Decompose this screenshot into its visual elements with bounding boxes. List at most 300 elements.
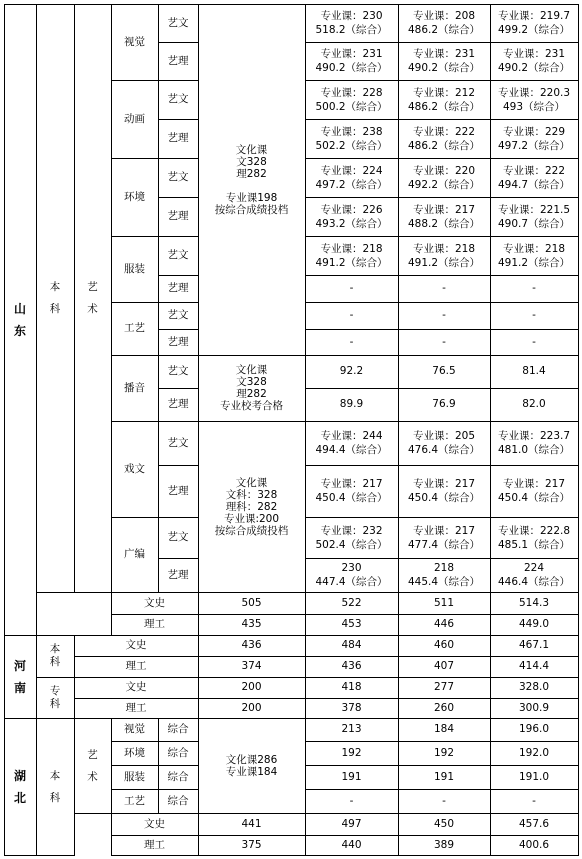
hubei-wenshi-score-1: 497: [341, 817, 362, 830]
grid-line: [305, 236, 399, 237]
grid-line: [305, 592, 399, 593]
grid-line: [158, 517, 199, 518]
grid-line: [158, 119, 199, 120]
grid-line: [398, 302, 491, 303]
grid-line: [158, 355, 199, 356]
hubei-subtype-fuzhuang: 综合: [167, 770, 189, 783]
grid-line: [398, 42, 491, 43]
grid-line: [490, 558, 491, 593]
grid-line: [74, 4, 112, 5]
grid-line: [398, 813, 399, 836]
henan-benke-ligong-label: 理工: [125, 660, 147, 672]
hubei-fuzhuang-score-3: 191.0: [518, 770, 550, 783]
shandong-wenshi-control: 505: [241, 596, 262, 609]
grid-line: [74, 813, 112, 814]
score-boyin-yiwen-1: 92.2: [339, 365, 364, 377]
grid-line: [305, 80, 399, 81]
grid-line: [198, 855, 306, 856]
score-xiwen-yili-2: 专业课：217 450.4（综合）: [407, 478, 481, 504]
grid-line: [198, 635, 199, 657]
hubei-gongyi-score-1: -: [349, 794, 354, 807]
grid-line: [398, 656, 399, 678]
grid-line: [578, 302, 579, 330]
grid-line: [74, 635, 75, 657]
grid-line: [36, 592, 75, 593]
grid-line: [490, 558, 579, 559]
shandong-ligong-control: 435: [241, 618, 262, 630]
grid-line: [198, 718, 199, 814]
score-boyin-yiwen-3: 81.4: [522, 365, 546, 377]
score-xiwen-yili-3: 专业课：217 450.4（综合）: [497, 478, 571, 504]
grid-line: [111, 835, 199, 836]
grid-line: [74, 635, 199, 636]
grid-line: [398, 465, 491, 466]
grid-line: [305, 635, 306, 657]
grid-line: [578, 558, 579, 593]
grid-line: [111, 789, 112, 814]
grid-line: [305, 421, 306, 593]
hubei-major-shijue: 视觉: [124, 723, 145, 735]
henan-benke-ligong-control: 374: [241, 660, 262, 672]
grid-line: [111, 592, 112, 615]
grid-line: [398, 614, 399, 636]
grid-line: [398, 388, 399, 422]
grid-line: [158, 765, 199, 766]
grid-line: [398, 119, 399, 159]
grid-line: [578, 656, 579, 678]
shandong-wenshi-label: 文史: [144, 596, 165, 609]
score-shijue-yili-3: 专业课：231 490.2（综合）: [497, 48, 571, 74]
grid-line: [398, 614, 491, 615]
grid-line: [490, 741, 491, 766]
grid-line: [398, 275, 399, 303]
grid-line: [36, 677, 75, 678]
score-huanjing-yiwen-1: 专业课：224 497.2（综合）: [315, 164, 388, 191]
hubei-subtype-huanjing: 综合: [167, 746, 189, 759]
grid-line: [490, 4, 579, 5]
grid-line: [398, 741, 491, 742]
grid-line: [198, 813, 199, 836]
score-gongyi-yili-2: -: [442, 335, 446, 348]
score-donghua-yili-3: 专业课：229 497.2（综合）: [497, 125, 571, 152]
score-fuzhuang-yiwen-3: 专业课：218 491.2（综合）: [497, 242, 571, 269]
grid-line: [36, 677, 37, 719]
grid-line: [111, 855, 199, 856]
grid-line: [305, 388, 399, 389]
grid-line: [158, 158, 159, 198]
score-fuzhuang-yili-2: -: [442, 282, 446, 294]
grid-line: [158, 741, 159, 766]
grid-line: [111, 80, 112, 159]
grid-line: [398, 677, 399, 699]
henan-zhuanke-ligong-control: 200: [241, 701, 262, 714]
grid-line: [158, 275, 159, 303]
grid-line: [305, 677, 399, 678]
grid-line: [490, 197, 579, 198]
grid-line: [111, 355, 159, 356]
grid-line: [111, 158, 159, 159]
grid-line: [578, 42, 579, 81]
grid-line: [398, 698, 491, 699]
grid-line: [398, 656, 491, 657]
grid-line: [398, 236, 491, 237]
grid-line: [158, 355, 159, 389]
grid-line: [398, 80, 491, 81]
grid-line: [158, 789, 199, 790]
grid-line: [305, 698, 306, 719]
subtype-xiwen-yili: 艺理: [167, 484, 189, 497]
grid-line: [490, 80, 491, 120]
grid-line: [490, 388, 491, 422]
score-huanjing-yili-3: 专业课：221.5 490.7（综合）: [497, 203, 571, 230]
grid-line: [398, 835, 491, 836]
hubei-ligong-score-1: 440: [341, 838, 362, 851]
province-hubei: 湖 北: [13, 768, 26, 805]
henan-zhuanke-ligong-label: 理工: [125, 701, 147, 714]
grid-line: [398, 158, 491, 159]
grid-line: [398, 302, 399, 330]
grid-line: [111, 789, 159, 790]
grid-line: [158, 789, 159, 814]
grid-line: [398, 197, 491, 198]
grid-line: [490, 592, 579, 593]
grid-line: [4, 635, 5, 719]
grid-line: [158, 42, 199, 43]
subtype-boyin-yili: 艺理: [167, 398, 189, 410]
subtype-gongyi-yiwen: 艺文: [167, 309, 189, 321]
grid-line: [398, 835, 399, 856]
grid-line: [305, 355, 306, 422]
grid-line: [158, 197, 199, 198]
major-donghua: 动画: [124, 112, 145, 125]
score-fuzhuang-yiwen-1: 专业课：218 491.2（综合）: [315, 242, 388, 269]
grid-line: [398, 421, 399, 466]
grid-line: [158, 197, 159, 237]
grid-line: [4, 4, 37, 5]
grid-line: [578, 197, 579, 237]
grid-line: [111, 4, 112, 81]
subtype-shijue-yili: 艺理: [167, 54, 189, 67]
subtype-shijue-yiwen: 艺文: [167, 16, 189, 29]
province-shandong: 山 东: [13, 301, 26, 338]
grid-line: [305, 197, 399, 198]
henan-benke-ligong-score-1: 436: [341, 660, 362, 672]
grid-line: [305, 421, 399, 422]
grid-line: [74, 698, 199, 699]
hubei-shijue-score-2: 184: [433, 723, 455, 735]
henan-benke-wenshi-control: 436: [241, 639, 262, 651]
grid-line: [111, 80, 159, 81]
grid-line: [111, 158, 112, 237]
grid-line: [158, 158, 199, 159]
shandong-wenshi-score-2: 511: [433, 596, 455, 609]
hubei-shijue-score-1: 213: [341, 723, 362, 735]
grid-line: [158, 4, 199, 5]
grid-line: [490, 698, 579, 699]
grid-line: [398, 741, 399, 766]
hubei-wenshi-label: 文史: [144, 817, 165, 830]
subtype-fuzhuang-yili: 艺理: [167, 282, 189, 294]
grid-line: [158, 80, 159, 120]
grid-line: [158, 718, 199, 719]
grid-line: [198, 614, 306, 615]
grid-line: [158, 236, 199, 237]
grid-line: [305, 656, 399, 657]
grid-line: [398, 677, 491, 678]
grid-line: [158, 236, 159, 276]
major-gongyi: 工艺: [124, 322, 145, 334]
grid-line: [578, 835, 579, 856]
henan-zhuanke-wenshi-score-1: 418: [341, 681, 362, 693]
grid-line: [578, 789, 579, 814]
grid-line: [398, 42, 399, 81]
grid-line: [490, 741, 579, 742]
grid-line: [578, 355, 579, 389]
grid-line: [398, 718, 491, 719]
grid-line: [398, 558, 399, 593]
hubei-major-fuzhuang: 服装: [124, 770, 145, 783]
grid-line: [305, 835, 399, 836]
grid-line: [158, 119, 159, 159]
score-gongyi-yiwen-2: -: [442, 309, 446, 321]
grid-line: [111, 813, 112, 836]
category-yishu-shandong: 艺 术: [87, 281, 98, 315]
score-donghua-yiwen-1: 专业课：228 500.2（综合）: [315, 86, 388, 113]
grid-line: [198, 592, 306, 593]
subtype-boyin-yiwen: 艺文: [167, 365, 189, 377]
grid-line: [490, 80, 579, 81]
hubei-ligong-label: 理工: [144, 838, 165, 851]
grid-line: [198, 698, 306, 699]
grid-line: [398, 80, 399, 120]
grid-line: [490, 835, 491, 856]
grid-line: [398, 635, 399, 657]
grid-line: [490, 698, 491, 719]
major-xiwen: 戏文: [124, 462, 145, 475]
shandong-ligong-score-2: 446: [433, 618, 455, 630]
score-shijue-yiwen-3: 专业课：219.7 499.2（综合）: [497, 10, 571, 36]
grid-line: [198, 421, 199, 593]
grid-line: [158, 558, 199, 559]
grid-line: [578, 614, 579, 636]
grid-line: [158, 718, 159, 742]
score-gongyi-yili-3: -: [532, 335, 536, 348]
subtype-donghua-yili: 艺理: [167, 132, 189, 144]
grid-line: [4, 4, 5, 636]
grid-line: [490, 656, 579, 657]
hubei-huanjing-score-3: 192.0: [518, 746, 550, 759]
grid-line: [111, 421, 159, 422]
grid-line: [490, 302, 491, 330]
hubei-subtype-shijue: 综合: [167, 723, 189, 735]
grid-line: [490, 592, 491, 615]
score-shijue-yili-2: 专业课：231 490.2（综合）: [407, 48, 481, 74]
grid-line: [578, 80, 579, 120]
grid-line: [398, 158, 399, 198]
grid-line: [398, 329, 491, 330]
grid-line: [398, 355, 399, 389]
score-xiwen-yiwen-2: 专业课：205 476.4（综合）: [407, 430, 481, 456]
grid-line: [305, 4, 306, 356]
grid-line: [305, 614, 306, 636]
grid-line: [305, 592, 306, 615]
grid-line: [578, 275, 579, 303]
grid-line: [490, 789, 491, 814]
grid-line: [158, 302, 199, 303]
grid-line: [490, 614, 491, 636]
major-shijue: 视觉: [124, 35, 145, 48]
hubei-gongyi-score-2: -: [442, 794, 446, 807]
grid-line: [490, 465, 579, 466]
grid-line: [158, 517, 159, 559]
grid-line: [305, 517, 399, 518]
score-shijue-yili-1: 专业课：231 490.2（综合）: [315, 48, 388, 74]
grid-line: [305, 718, 399, 719]
grid-line: [490, 236, 491, 276]
grid-line: [74, 4, 75, 593]
grid-line: [198, 355, 199, 422]
grid-line: [490, 119, 579, 120]
level-benke-hubei: 本 科: [49, 769, 61, 804]
hubei-shijue-score-3: 196.0: [518, 723, 550, 735]
hubei-wenshi-control: 441: [241, 817, 262, 830]
henan-zhuanke-wenshi-control: 200: [241, 681, 262, 693]
grid-line: [74, 656, 199, 657]
grid-line: [398, 635, 491, 636]
grid-line: [36, 4, 37, 593]
grid-line: [490, 275, 579, 276]
grid-line: [490, 677, 491, 699]
grid-line: [4, 718, 37, 719]
grid-line: [305, 558, 399, 559]
major-boyin: 播音: [124, 381, 145, 394]
henan-zhuanke-ligong-score-3: 300.9: [518, 701, 550, 714]
grid-line: [490, 718, 491, 742]
grid-line: [111, 4, 159, 5]
grid-line: [305, 698, 399, 699]
grid-line: [578, 421, 579, 466]
grid-line: [398, 718, 399, 742]
score-donghua-yiwen-3: 专业课：220.3 493（综合）: [497, 86, 571, 113]
grid-line: [158, 421, 199, 422]
grid-line: [305, 765, 399, 766]
grid-line: [158, 4, 159, 43]
score-guangbian-yiwen-3: 专业课：222.8 485.1（综合）: [497, 524, 571, 551]
grid-line: [111, 718, 112, 742]
grid-line: [111, 765, 112, 790]
hubei-major-gongyi: 工艺: [124, 794, 145, 807]
grid-line: [578, 813, 579, 836]
grid-line: [398, 765, 491, 766]
grid-line: [111, 355, 112, 422]
grid-line: [398, 4, 491, 5]
shandong-ligong-score-1: 453: [341, 618, 362, 630]
hubei-huanjing-score-2: 192: [433, 746, 455, 759]
grid-line: [111, 614, 112, 636]
grid-line: [490, 656, 491, 678]
grid-line: [158, 80, 199, 81]
major-guangbian: 广编: [124, 548, 145, 560]
control-line-hubei-art: 文化课286 专业课184: [225, 753, 278, 778]
grid-line: [111, 765, 159, 766]
grid-line: [198, 4, 306, 5]
grid-line: [74, 718, 75, 814]
grid-line: [398, 197, 399, 237]
grid-line: [398, 275, 491, 276]
major-fuzhuang: 服装: [124, 262, 145, 275]
henan-benke-wenshi-score-2: 460: [433, 639, 455, 651]
grid-line: [578, 741, 579, 766]
grid-line: [158, 388, 159, 422]
score-boyin-yiwen-2: 76.5: [432, 365, 456, 377]
grid-line: [305, 355, 399, 356]
score-gongyi-yili-1: -: [349, 335, 354, 348]
grid-line: [578, 4, 579, 43]
grid-line: [305, 119, 399, 120]
grid-line: [305, 465, 399, 466]
shandong-ligong-label: 理工: [144, 618, 165, 630]
shandong-ligong-score-3: 449.0: [518, 618, 550, 630]
grid-line: [490, 517, 579, 518]
score-guangbian-yiwen-1: 专业课：232 502.4（综合）: [315, 524, 388, 551]
grid-line: [490, 4, 491, 43]
grid-line: [198, 656, 199, 678]
henan-benke-wenshi-label: 文史: [125, 639, 147, 651]
subtype-gongyi-yili: 艺理: [167, 335, 189, 348]
hubei-major-huanjing: 环境: [124, 746, 145, 759]
grid-line: [305, 158, 399, 159]
grid-line: [111, 614, 199, 615]
grid-line: [305, 302, 399, 303]
grid-line: [111, 302, 112, 356]
grid-line: [305, 635, 399, 636]
grid-line: [198, 355, 306, 356]
grid-line: [490, 355, 491, 389]
control-line-art-group2: 文化课 文科：328 理科：282 专业课:200 按综合成绩投档: [214, 476, 289, 537]
grid-line: [578, 388, 579, 422]
grid-line: [578, 119, 579, 159]
grid-line: [111, 718, 159, 719]
hubei-ligong-score-3: 400.6: [518, 838, 550, 851]
grid-line: [578, 517, 579, 559]
score-xiwen-yiwen-3: 专业课：223.7 481.0（综合）: [497, 430, 571, 456]
grid-line: [490, 421, 491, 466]
grid-line: [111, 517, 159, 518]
grid-line: [198, 677, 199, 699]
subtype-guangbian-yiwen: 艺文: [167, 531, 189, 543]
henan-zhuanke-ligong-score-2: 260: [433, 701, 455, 714]
shandong-wenshi-score-1: 522: [341, 596, 362, 609]
grid-line: [578, 718, 579, 742]
hubei-wenshi-score-3: 457.6: [518, 817, 550, 830]
grid-line: [111, 835, 112, 856]
score-xiwen-yiwen-1: 专业课：244 494.4（综合）: [315, 430, 388, 456]
grid-line: [490, 614, 579, 615]
grid-line: [111, 592, 199, 593]
henan-zhuanke-ligong-score-1: 378: [341, 701, 362, 714]
grid-line: [74, 677, 199, 678]
grid-line: [398, 119, 491, 120]
grid-line: [490, 236, 579, 237]
control-line-boyin: 文化课 文328 理282 专业校考合格: [220, 364, 283, 412]
score-shijue-yiwen-1: 专业课：230 518.2（综合）: [315, 10, 388, 36]
grid-line: [398, 558, 491, 559]
score-gongyi-yiwen-3: -: [532, 309, 536, 321]
grid-line: [305, 329, 399, 330]
hubei-gongyi-score-3: -: [532, 794, 536, 807]
score-guangbian-yili-2: 218 445.4（综合）: [407, 562, 481, 588]
grid-line: [305, 718, 306, 814]
